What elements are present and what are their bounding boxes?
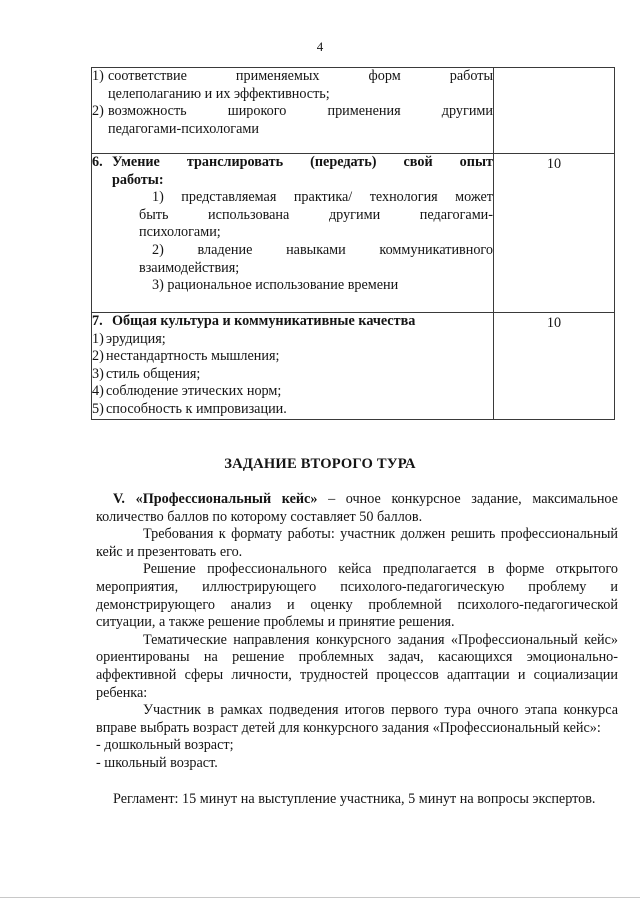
item-text-continuation: педагогами-психологами	[108, 120, 259, 137]
list-item	[92, 366, 493, 384]
score-cell: 10	[494, 154, 615, 313]
item-text: соответствие применяемых форм работы	[108, 68, 493, 84]
item-number: 3)	[92, 365, 104, 382]
item-text: эрудиция;	[106, 330, 166, 347]
paragraph-case-intro	[96, 491, 618, 526]
case-title: V. «Профессиональный кейс»	[113, 491, 318, 507]
paragraph-regulations: Регламент: 15 минут на выступление участника, 5 минут на вопросы экспертов.	[113, 790, 596, 807]
page-number: 4	[316, 39, 324, 54]
sub-item-1-line-2: быть использована другими педагогами-	[139, 206, 493, 223]
item-text: возможность широкого применения другими	[108, 103, 493, 120]
list-item	[92, 348, 493, 366]
paragraph-solution: Решение профессионального кейса предполагается в форме открытого мероприятия, иллюстрирующего психолого-педагогическую проблему и демонстрирующего анализ и оценку проблемной психолого-педагогической ситуации, а также решение проблемы и принятие решения.	[96, 561, 618, 631]
list-item	[92, 68, 493, 86]
item-text: способность к импровизации.	[106, 400, 287, 417]
item-text: нестандартность мышления;	[106, 348, 280, 365]
page-bottom-border	[0, 897, 640, 898]
sub-item-1-line-3: психологами;	[139, 224, 221, 241]
sub-item-3: 3) рациональное использование времени	[152, 277, 399, 294]
criteria-cell	[92, 313, 494, 420]
criterion-number: 7.	[92, 313, 103, 329]
paragraph-topics: Тематические направления конкурсного задания «Профессиональный кейс» ориентированы на решение проблемных задач, касающихся эмоционально-аффективной сферы личности, трудностей процессов адаптации и социализации ребенка:	[96, 631, 618, 701]
item-number: 2)	[92, 348, 104, 365]
list-item	[92, 383, 493, 401]
age-option-school: - школьный возраст.	[96, 754, 218, 771]
paragraph-requirements: Требования к формату работы: участник должен решить профессиональный кейс и презентовать его.	[96, 526, 618, 560]
criteria-row-7	[92, 313, 615, 420]
sub-item-2-line-2: взаимодействия;	[139, 259, 240, 276]
score-cell: 10	[494, 313, 615, 420]
item-text: соблюдение этических норм;	[106, 383, 282, 400]
criteria-cell	[92, 154, 494, 313]
criterion-title-continuation: работы:	[112, 171, 164, 188]
criterion-title: Общая культура и коммуникативные качества	[112, 313, 416, 329]
criteria-table	[91, 67, 615, 420]
criteria-cell	[92, 68, 494, 154]
item-text-continuation: целеполаганию и их эффективность;	[108, 85, 330, 102]
item-number: 2)	[92, 103, 104, 120]
item-number: 4)	[92, 383, 104, 400]
case-intro-text: – очное конкурсное задание, максимальное количество баллов по которому составляет 50 баллов.	[96, 491, 618, 525]
paragraph-age-choice: Участник в рамках подведения итогов первого тура очного этапа конкурса вправе выбрать возраст детей для конкурсного задания «Профессиональный кейс»:	[96, 702, 618, 736]
sub-item-2: 2) владение навыками коммуникативного	[152, 241, 493, 258]
list-item	[92, 401, 493, 419]
item-text: стиль общения;	[106, 365, 201, 382]
item-number: 1)	[92, 330, 104, 347]
section-title: ЗАДАНИЕ ВТОРОГО ТУРА	[224, 456, 416, 472]
criteria-row-continuation	[92, 68, 615, 154]
list-item	[92, 331, 493, 349]
list-item	[92, 103, 493, 121]
criterion-number: 6.	[92, 154, 103, 170]
task-description	[96, 491, 618, 808]
criterion-heading	[92, 313, 493, 331]
criterion-heading	[92, 154, 493, 172]
sub-item-1: 1) представляемая практика/ технология может	[152, 189, 493, 206]
item-number: 5)	[92, 400, 104, 417]
score-cell	[494, 68, 615, 154]
age-option-preschool: - дошкольный возраст;	[96, 737, 234, 754]
criteria-row-6	[92, 154, 615, 313]
criterion-title: Умение транслировать (передать) свой опыт	[112, 154, 493, 170]
item-number: 1)	[92, 68, 104, 84]
